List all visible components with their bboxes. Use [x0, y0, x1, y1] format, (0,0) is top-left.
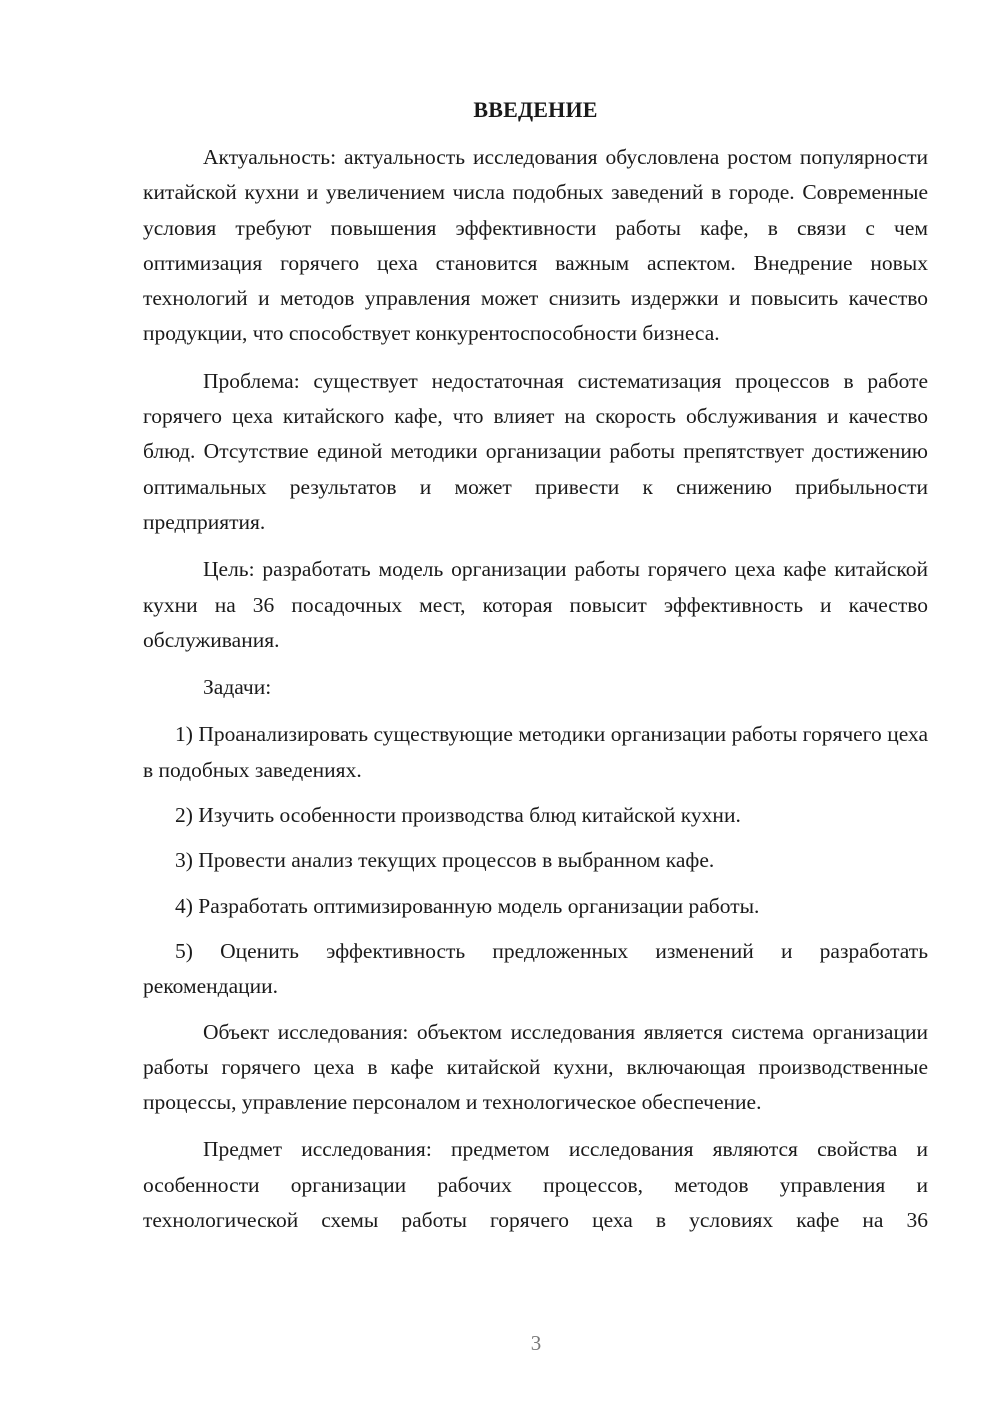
- paragraph-goal: Цель: разработать модель организации работы горячего цеха кафе китайской кухни на 36 посадочных мест, которая повысит эффективность и качество обслуживания.: [143, 557, 928, 652]
- task-item: 3) Провести анализ текущих процессов в выбранном кафе.: [175, 848, 715, 873]
- task-item: 1) Проанализировать существующие методики организации работы горячего цеха в подобных заведениях.: [143, 722, 928, 782]
- task-item: 5) Оценить эффективность предложенных изменений и разработать рекомендации.: [143, 938, 928, 999]
- paragraph-object: Объект исследования: объектом исследования является система организации работы горячего цеха в кафе китайской кухни, включающая производственные процессы, управление персоналом и технологическое обеспечение.: [143, 1019, 928, 1115]
- paragraph-relevance: Актуальность: актуальность исследования обусловлена ростом популярности китайской кухни и увеличением числа подобных заведений в городе. Современные условия требуют повышения эффективности работы кафе, в связи с чем оптимизация горячего цеха становится важным аспектом. Внедрение новых технологий и методов управления может снизить издержки и повысить качество продукции, что способствует конкурентоспособности бизнеса.: [143, 145, 928, 346]
- section-title: ВВЕДЕНИЕ: [473, 97, 598, 122]
- tasks-heading: Задачи:: [203, 675, 272, 700]
- page-number: 3: [530, 1331, 542, 1355]
- paragraph-problem: Проблема: существует недостаточная систематизация процессов в работе горячего цеха китайского кафе, что влияет на скорость обслуживания и качество блюд. Отсутствие единой методики организации работы препятствует достижению оптимальных результатов и может привести к снижению прибыльности предприятия.: [143, 368, 928, 534]
- task-item: 2) Изучить особенности производства блюд китайской кухни.: [175, 803, 741, 828]
- task-item: 4) Разработать оптимизированную модель организации работы.: [175, 893, 760, 918]
- document-page: [143, 92, 928, 1250]
- paragraph-subject: Предмет исследования: предметом исследования являются свойства и особенности организации рабочих процессов, методов управления и технологической схемы работы горячего цеха в условиях кафе на 36: [143, 1137, 928, 1233]
